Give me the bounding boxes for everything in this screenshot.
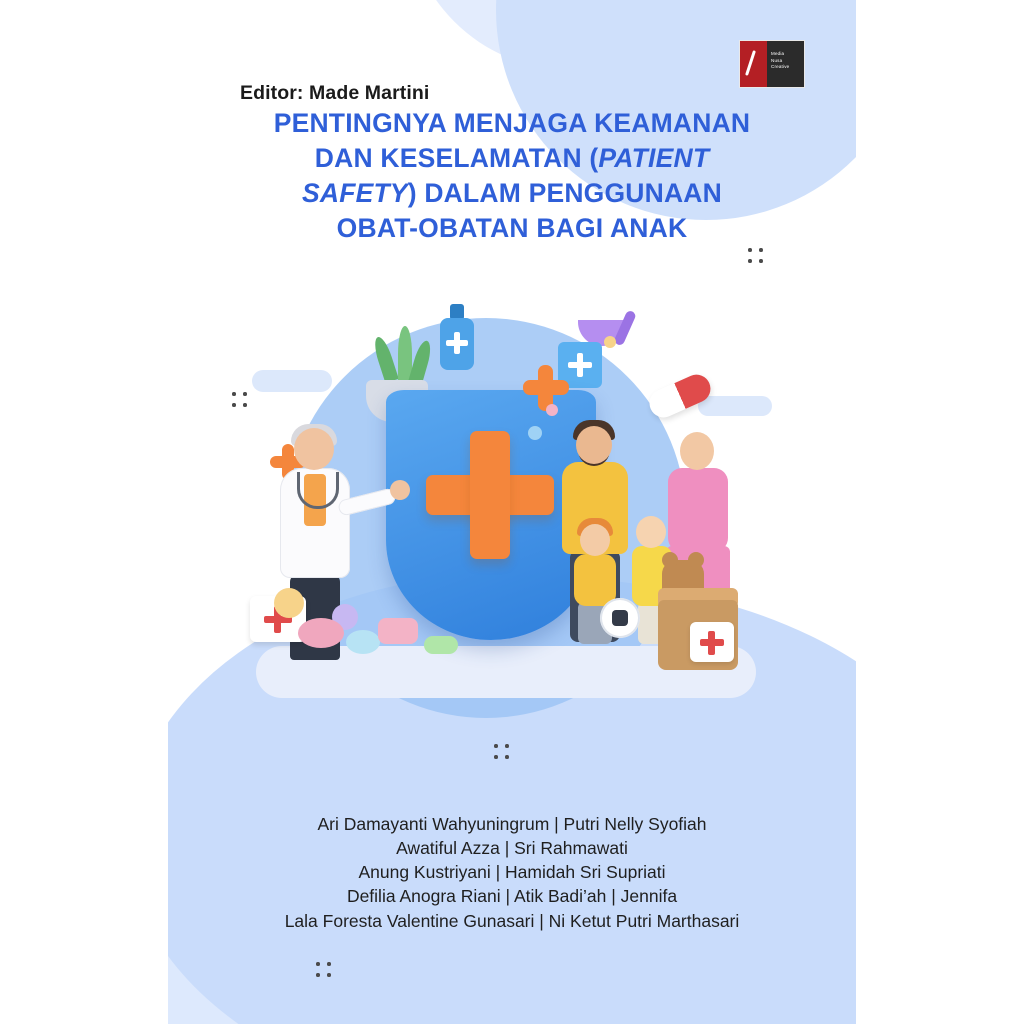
doctor-hand <box>390 480 410 500</box>
father-head <box>576 426 612 464</box>
shield-cross-vertical-icon <box>470 431 510 559</box>
title-line-4: OBAT-OBATAN BAGI ANAK <box>336 212 688 243</box>
stethoscope-icon <box>297 472 339 509</box>
pill-yellow <box>274 588 304 618</box>
author-line: Ari Damayanti Wahyuningrum | Putri Nelly Syofiah <box>317 814 707 834</box>
medkit-cross-vertical-icon <box>708 631 715 655</box>
doctor-head <box>294 428 334 470</box>
soccer-ball-toy <box>600 598 640 638</box>
publisher-name-line1: Media <box>771 51 785 56</box>
author-line: Defilia Anogra Riani | Atik Badi’ah | Jennifa <box>346 886 678 907</box>
author-line: Lala Foresta Valentine Gunasari | Ni Ketut Putri Marthasari <box>284 910 740 931</box>
book-title <box>202 106 822 246</box>
title-line-2-italic: PATIENT <box>598 142 710 173</box>
boy-head <box>580 524 610 556</box>
pill-blue <box>346 630 380 654</box>
pill-small-pink <box>546 404 558 416</box>
editor-line: Editor: Made Martini <box>240 82 430 104</box>
decorative-dots-bottom-left <box>316 962 334 980</box>
boy-shirt <box>574 554 616 606</box>
quill-icon <box>740 41 767 87</box>
cover-sheet <box>168 0 856 1024</box>
author-line: Awatiful Azza | Sri Rahmawati <box>396 838 628 859</box>
bottle-cross-vertical-icon <box>454 332 460 354</box>
girl-head <box>636 516 666 548</box>
cover-illustration <box>228 300 788 710</box>
mother-head <box>680 432 714 470</box>
author-line: Anung Kustriyani | Hamidah Sri Supriati <box>358 862 666 883</box>
cloud-shape-right <box>698 396 772 416</box>
title-line-2-prefix: DAN KESELAMATAN ( <box>314 142 599 173</box>
title-line-1: PENTINGNYA MENJAGA KEAMANAN <box>273 108 751 138</box>
title-line-3-italic: SAFETY <box>302 177 408 208</box>
publisher-name-line2: Nusa <box>771 57 783 63</box>
publisher-logo-text <box>767 41 804 87</box>
first-aid-kit-front <box>690 622 734 662</box>
mother-body <box>668 468 728 552</box>
pill-small-yellow <box>604 336 616 348</box>
pill-small-blue <box>528 426 542 440</box>
publisher-logo <box>739 40 805 88</box>
cloud-shape-left <box>252 370 332 392</box>
quill-stroke <box>745 50 756 76</box>
pill-pink-large <box>298 618 344 648</box>
publisher-name-line3: Creative <box>771 64 790 70</box>
pill-green <box>424 636 458 654</box>
title-line-3-suffix: ) DALAM PENGGUNAAN <box>407 177 722 208</box>
jar-cross-vertical-icon <box>577 353 583 377</box>
pill-pink-tablet <box>378 618 418 644</box>
decorative-dots-top-right <box>748 248 766 266</box>
decorative-dots-center <box>494 744 512 762</box>
author-list <box>198 812 826 933</box>
